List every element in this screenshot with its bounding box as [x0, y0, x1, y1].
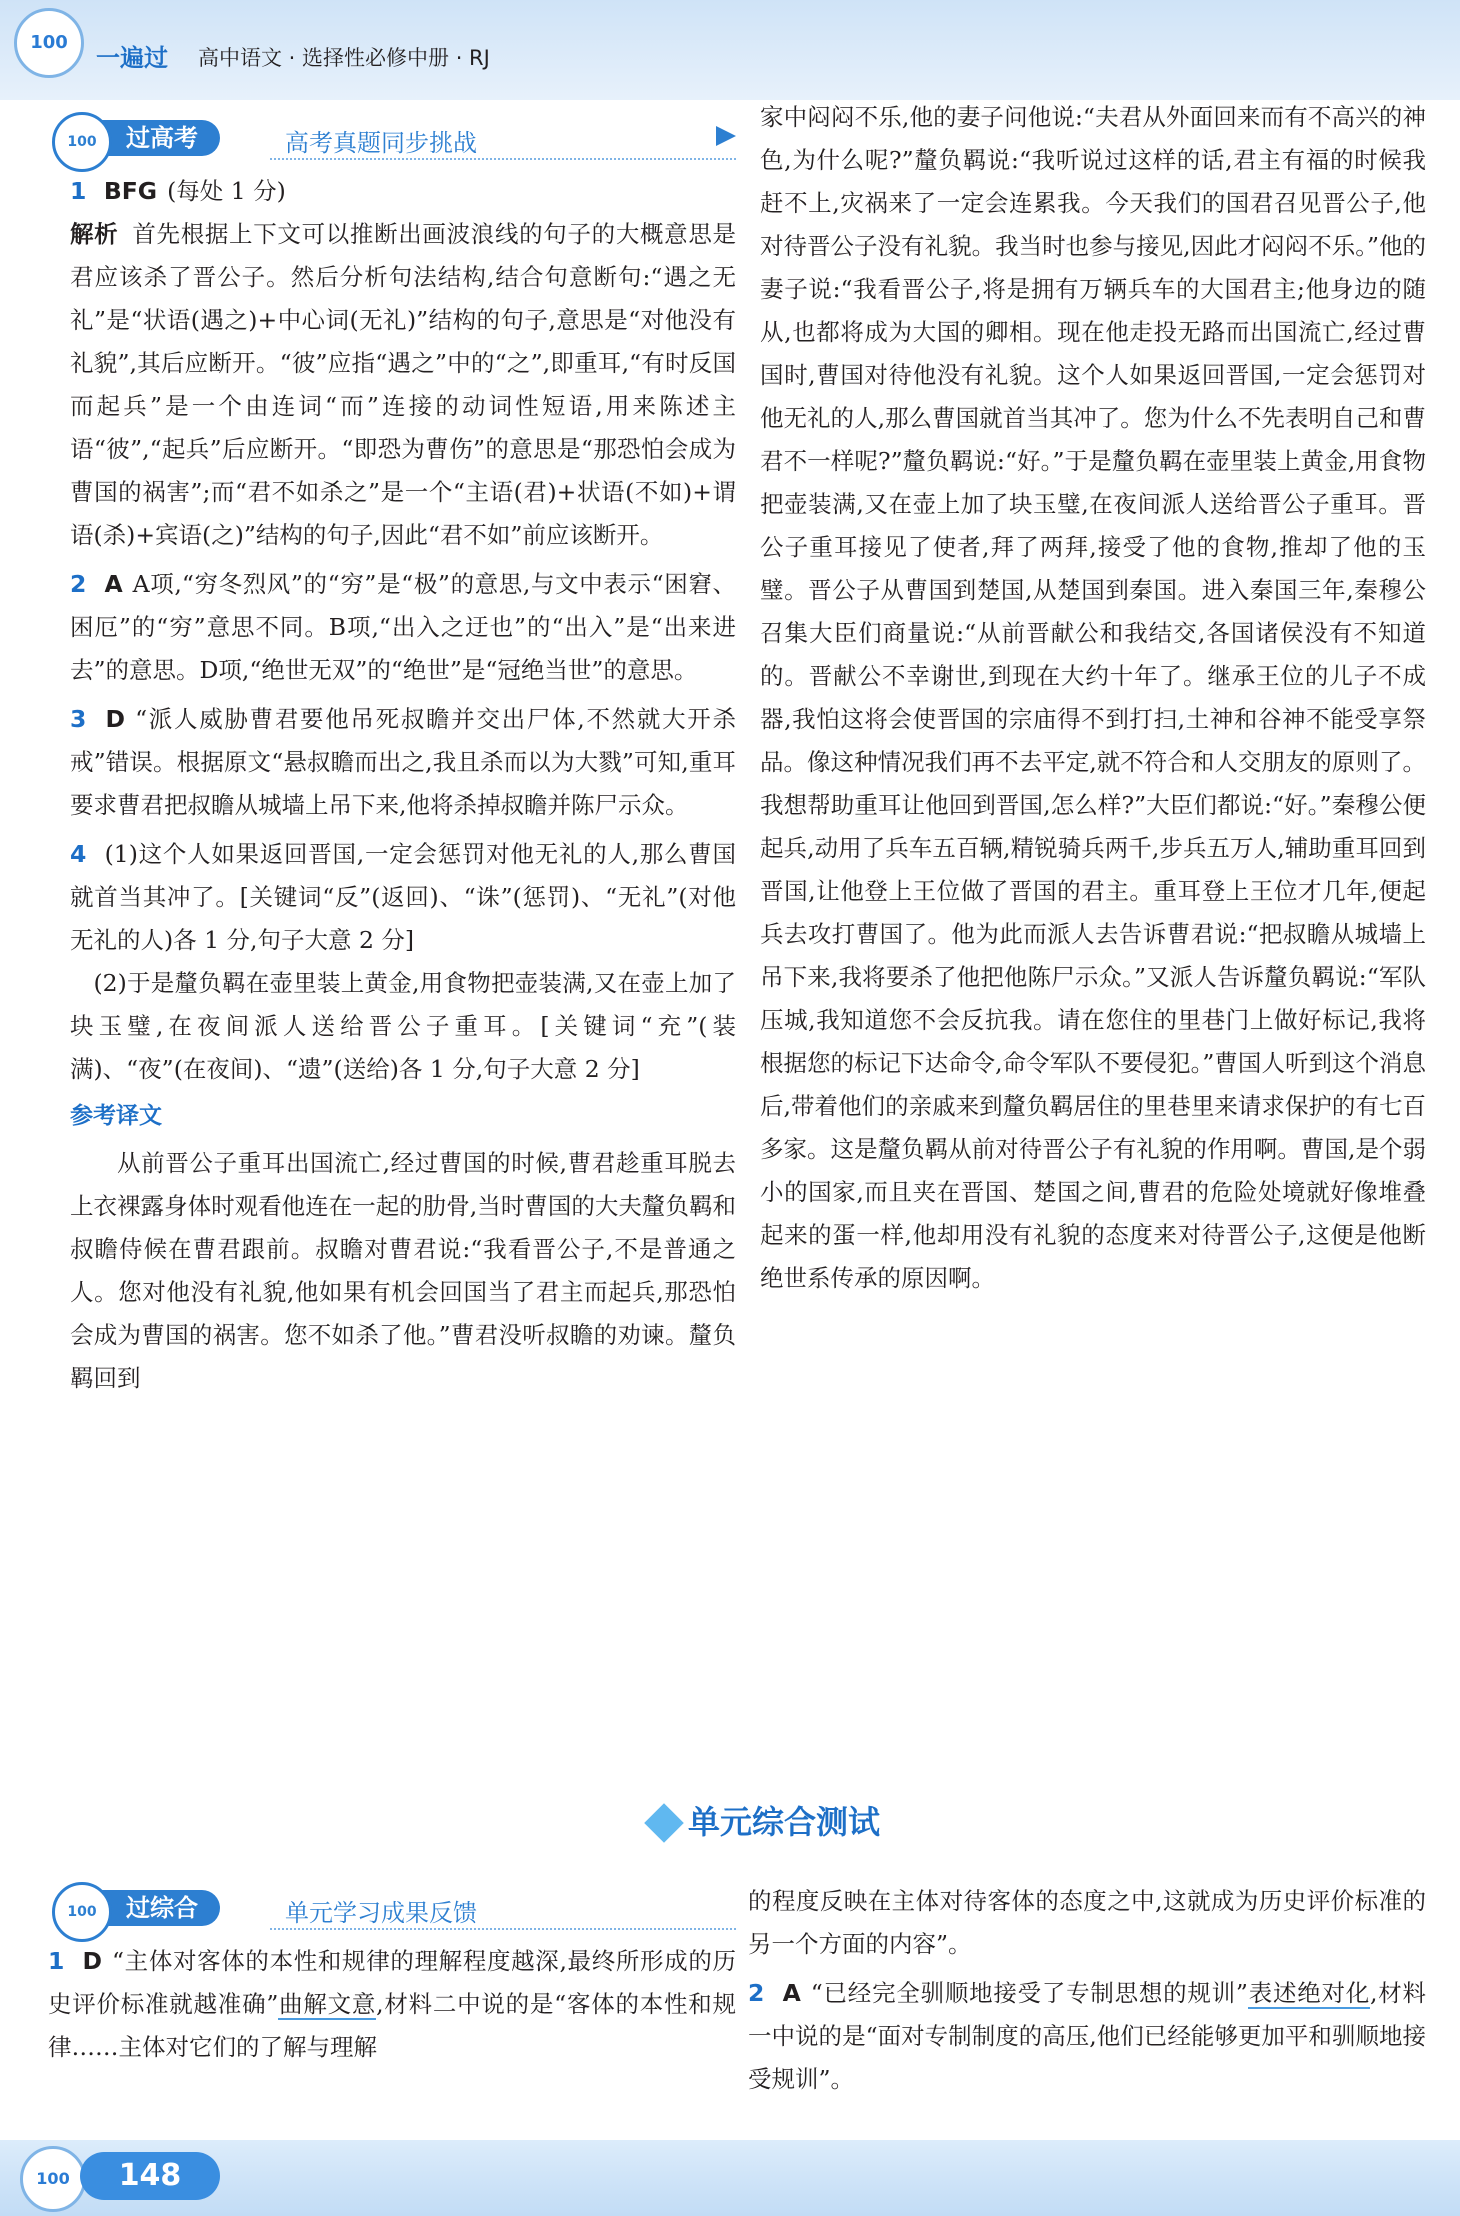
left-column [67, 120, 737, 1400]
banner-line [270, 158, 736, 160]
q1-analysis-text: 首先根据上下文可以推断出画波浪线的句子的大概意思是君应该杀了晋公子。然后分析句法结构,结合句意断句:“遇之无礼”是“状语(遇之)+中心词(无礼)”结构的句子,意思是“对他没有礼貌”,其后应断开。“彼”应指“遇之”中的“之”,即重耳,“有时反国而起兵”是一个由连词“而”连接的动词性短语,用来陈述主语“彼”,“起兵”后应断开。“即恐为曹伤”的意思是“那恐怕会成为曹国的祸害”;而“君不如杀之”是一个“主语(君)+状语(不如)+谓语(杀)+宾语(之)”结构的句子,因此“君不如”前应该断开。 [70, 220, 737, 549]
brand-logo: 100 [14, 8, 84, 78]
b-q1-answer-key: D [82, 1947, 102, 1975]
q1-score: (每处 1 分) [167, 177, 286, 205]
q4-answer-part2: (2)于是釐负羁在壶里装上黄金,用食物把壶装满,又在壶上加了块玉璧,在夜间派人送给晋公子重耳。[关键词“充”(装满)、“夜”(在夜间)、“遗”(送给)各 1 分,句子大意 2 分] [70, 969, 736, 1083]
bottom-left-column [48, 1890, 736, 2069]
q3-text: “派人威胁曹君要他吊死叔瞻并交出尸体,不然就大开杀戒”错误。根据原文“悬叔瞻而出之,我且杀而以为大戮”可知,重耳要求曹君把叔瞻从城墙上吊下来,他将杀掉叔瞻并陈尸示众。 [70, 705, 736, 819]
analysis-label: 解析 [70, 220, 119, 248]
banner-arrow-icon [716, 126, 736, 146]
section-banner-gaokao [67, 120, 736, 162]
mascot-icon: 100 [52, 112, 112, 172]
section-subtitle: 单元学习成果反馈 [285, 1899, 477, 1927]
page-number: 148 [80, 2152, 220, 2200]
reference-text-left: 从前晋公子重耳出国流亡,经过曹国的时候,曹君趁重耳脱去上衣裸露身体时观看他连在一起的肋骨,当时曹国的大夫釐负羁和叔瞻侍候在曹君跟前。叔瞻对曹君说:“我看晋公子,不是普通之人。您对他没有礼貌,他如果有机会回国当了君主而起兵,那恐怕会成为曹国的祸害。您不如杀了他。”曹君没听叔瞻的劝谏。釐负羁回到 [70, 1149, 736, 1392]
q1-answer-key: BFG [103, 177, 158, 205]
unit-test-label: 单元综合测试 [687, 1803, 880, 1841]
section-tag: 过综合 [64, 1890, 220, 1926]
book-title: 高中语文 · 选择性必修中册 · RJ [198, 46, 490, 70]
banner-line [270, 1928, 736, 1930]
diamond-icon [644, 1803, 684, 1843]
footer-logo: 100 [20, 2146, 86, 2212]
b-q2-number: 2 [748, 1979, 765, 2007]
b-q1-answer [48, 1940, 736, 2069]
q4-part1-text: (1)这个人如果返回晋国,一定会惩罚对他无礼的人,那么曹国就首当其冲了。[关键词“反”(返回)、“诛”(惩罚)、“无礼”(对他无礼的人)各 1 分,句子大意 2 分] [70, 840, 736, 954]
b-q2-answer [748, 1972, 1426, 2101]
b-q2-text-b: ,材料一中说的是“面对专制制度的高压,他们已经能够更加平和驯顺地接受规训”。 [748, 1979, 1426, 2093]
mascot-icon: 100 [52, 1882, 112, 1942]
q3-answer-key: D [105, 705, 126, 733]
b-q2-answer-key: A [782, 1979, 801, 2007]
b-q2-text-a: “已经完全驯顺地接受了专制思想的规训” [810, 1979, 1248, 2007]
b-q1-underlined: 曲解文意 [278, 1990, 377, 2018]
section-banner-zonghe [67, 1890, 736, 1932]
q1-analysis [70, 213, 736, 557]
b-q1-text-b: ,材料二中说的是“客体的本性和规律……主体对它们的了解与理解 [48, 1990, 737, 2061]
q1-answer [70, 170, 736, 213]
section-tag: 过高考 [64, 120, 220, 156]
bottom-right-column [748, 1880, 1426, 2101]
b-q2-underlined: 表述绝对化 [1247, 1979, 1370, 2007]
section-subtitle: 高考真题同步挑战 [285, 129, 477, 157]
reference-text-right: 家中闷闷不乐,他的妻子问他说:“夫君从外面回来而有不高兴的神色,为什么呢?”釐负羁说:“我听说过这样的话,君主有福的时候我赶不上,灾祸来了一定会连累我。今天我们的国君召见晋公子,他对待晋公子没有礼貌。我当时也参与接见,因此才闷闷不乐。”他的妻子说:“我看晋公子,将是拥有万辆兵车的大国君主;他身边的随从,也都将成为大国的卿相。现在他走投无路而出国流亡,经过曹国时,曹国对待他没有礼貌。这个人如果返回晋国,一定会惩罚对他无礼的人,那么曹国就首当其冲了。您为什么不先表明自己和曹君不一样呢?”釐负羁说:“好。”于是釐负羁在壶里装上黄金,用食物把壶装满,又在壶上加了块玉璧,在夜间派人送给晋公子重耳。晋公子重耳接见了使者,拜了两拜,接受了他的食物,推却了他的玉璧。晋公子从曹国到楚国,从楚国到秦国。进入秦国三年,秦穆公召集大臣们商量说:“从前晋献公和我结交,各国诸侯没有不知道的。晋献公不幸谢世,到现在大约十年了。继承王位的儿子不成器,我怕这将会使晋国的宗庙得不到打扫,土神和谷神不能受享祭品。像这种情况我们再不去平定,就不符合和人交朋友的原则了。我想帮助重耳让他回到晋国,怎么样?”大臣们都说:“好。”秦穆公便起兵,动用了兵车五百辆,精锐骑兵两千,步兵五万人,辅助重耳回到晋国,让他登上王位做了晋国的君主。重耳登上王位才几年,便起兵去攻打曹国了。他为此而派人去告诉曹君说:“把叔瞻从城墙上吊下来,我将要杀了他把他陈尸示众。”又派人告诉釐负羁说:“军队压城,我知道您不会反抗我。请在您住的里巷门上做好标记,我将根据您的标记下达命令,命令军队不要侵犯。”曹国人听到这个消息后,带着他们的亲戚来到釐负羁居住的里巷里来请求保护的有七百多家。这是釐负羁从前对待晋公子有礼貌的作用啊。曹国,是个弱小的国家,而且夹在晋国、楚国之间,曹君的危险处境就好像堆叠起来的蛋一样,他却用没有礼貌的态度来对待晋公子,这便是他断绝世系传承的原因啊。 [760, 103, 1426, 1292]
q4-number: 4 [70, 840, 87, 868]
b-q1-number: 1 [48, 1947, 65, 1975]
b-q1-text-a: “主体对客体的本性和规律的理解程度越深,最终所形成的历史评价标准就越准确” [48, 1947, 736, 2018]
b-q1-continued: 的程度反映在主体对待客体的态度之中,这就成为历史评价标准的另一个方面的内容”。 [748, 1887, 1426, 1958]
right-column [760, 96, 1426, 1300]
q1-number: 1 [70, 177, 87, 205]
q4-answer-part1 [70, 833, 736, 962]
unit-test-title [600, 1794, 930, 1850]
q2-text: A项,“穷冬烈风”的“穷”是“极”的意思,与文中表示“困窘、困厄”的“穷”意思不同。B项,“出入之迂也”的“出入”是“出来进去”的意思。D项,“绝世无双”的“绝世”是“冠绝当世”的意思。 [70, 570, 736, 684]
q3-answer [70, 698, 736, 827]
page-header [0, 0, 1460, 100]
q2-answer-key: A [104, 570, 123, 598]
brand-name: 一遍过 [96, 44, 168, 72]
q2-number: 2 [70, 570, 87, 598]
reference-heading: 参考译文 [70, 1103, 162, 1129]
q3-number: 3 [70, 705, 87, 733]
q2-answer [70, 563, 736, 692]
